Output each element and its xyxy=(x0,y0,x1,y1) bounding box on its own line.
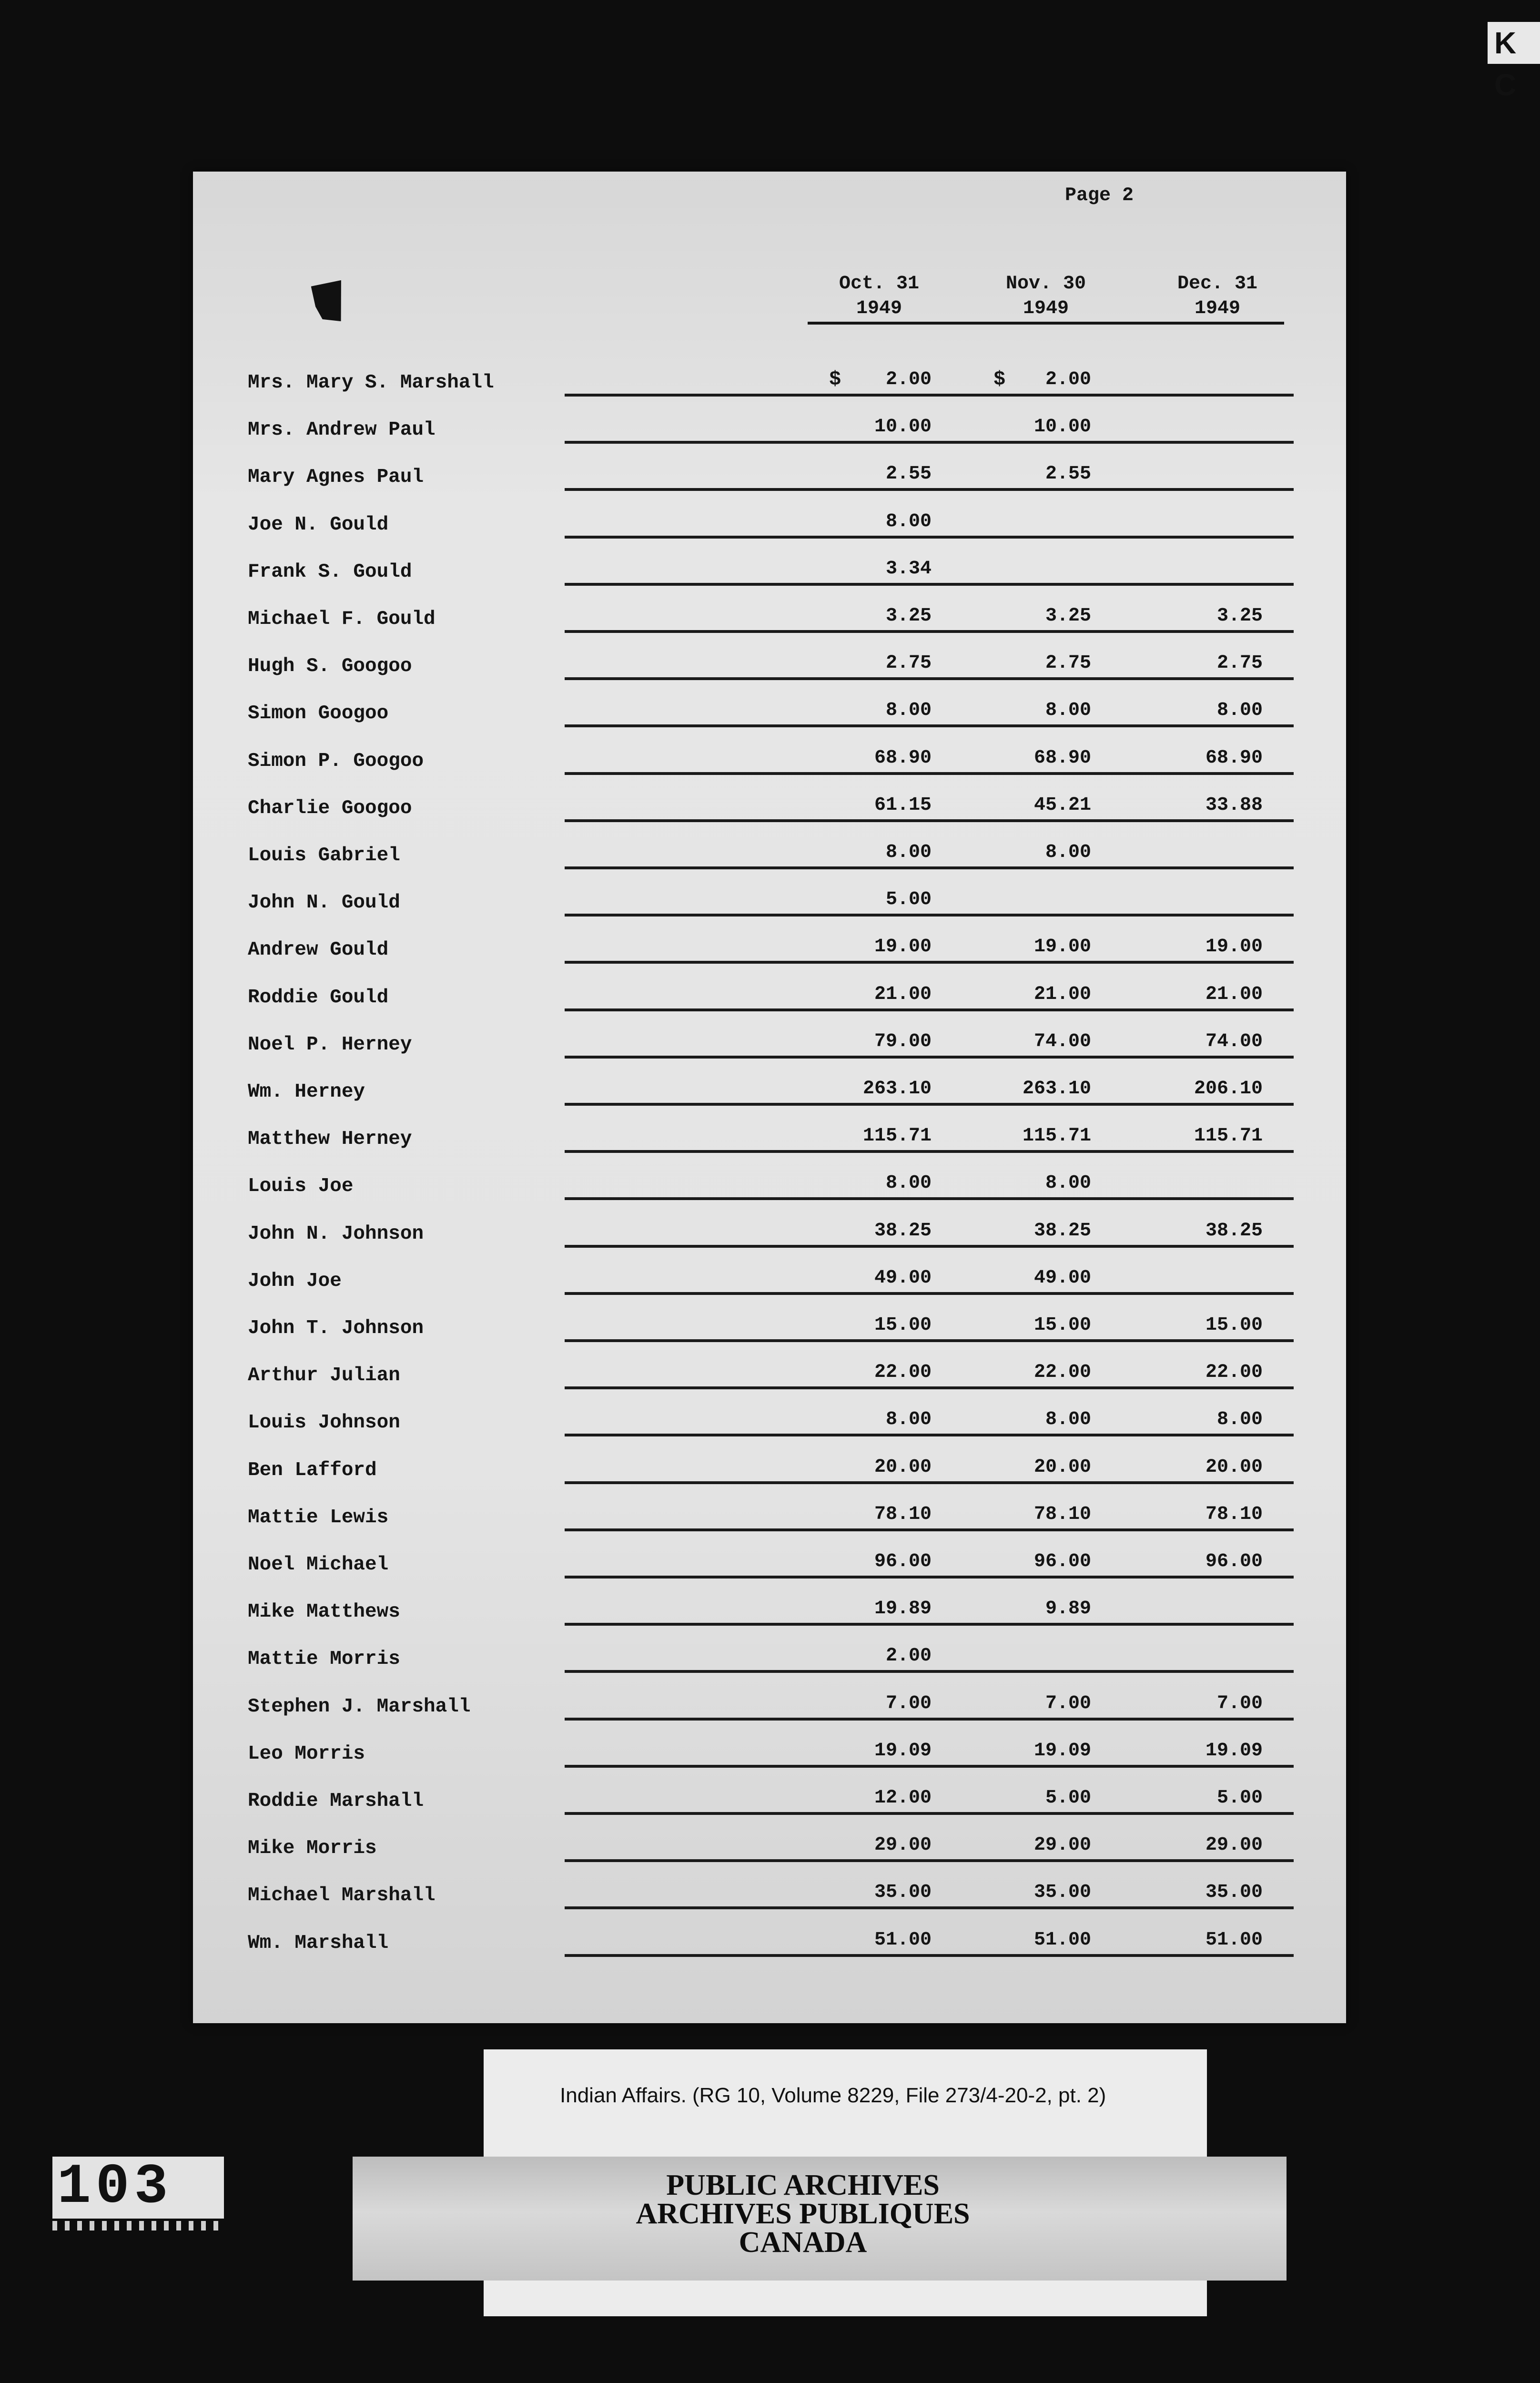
ledger-row xyxy=(193,976,1346,1023)
row-rule xyxy=(565,1103,1294,1106)
amount-oct: 8.00 xyxy=(885,510,932,532)
amount-oct: 15.00 xyxy=(874,1314,932,1336)
row-rule xyxy=(565,1197,1294,1200)
ledger-row xyxy=(193,1023,1346,1070)
amount-oct: 3.34 xyxy=(885,558,932,580)
row-rule xyxy=(565,1339,1294,1342)
ledger-row xyxy=(193,1212,1346,1260)
stamp-line: CANADA xyxy=(739,2226,867,2259)
ledger-row xyxy=(193,1638,1346,1685)
amount-oct: 2.55 xyxy=(885,463,932,485)
amount-oct: 5.00 xyxy=(885,889,932,911)
row-rule xyxy=(565,1292,1294,1295)
row-rule xyxy=(565,819,1294,822)
amount-nov: 78.10 xyxy=(1033,1503,1091,1525)
column-header-date: Oct. 31 xyxy=(839,273,920,295)
amount-oct: 20.00 xyxy=(874,1456,932,1478)
column-header-dec xyxy=(1146,272,1289,321)
row-rule xyxy=(565,1670,1294,1673)
amount-dec: 5.00 xyxy=(1216,1787,1263,1809)
amount-nov: 3.25 xyxy=(1045,605,1091,627)
row-rule xyxy=(565,488,1294,491)
payee-name: Joe N. Gould xyxy=(248,513,389,536)
row-rule xyxy=(565,441,1294,444)
payee-name: Roddie Gould xyxy=(248,986,389,1008)
amount-oct: 10.00 xyxy=(874,416,932,438)
row-rule xyxy=(565,1812,1294,1815)
payee-name: Mattie Lewis xyxy=(248,1506,389,1528)
ledger-row xyxy=(193,1732,1346,1780)
payee-name: Noel P. Herney xyxy=(248,1033,412,1056)
ledger-row xyxy=(193,1118,1346,1165)
amount-nov: 29.00 xyxy=(1033,1834,1091,1856)
row-rule xyxy=(565,1765,1294,1768)
amount-oct: 115.71 xyxy=(862,1125,932,1147)
amount-dec: 3.25 xyxy=(1216,605,1263,627)
payee-name: Louis Johnson xyxy=(248,1412,400,1434)
row-rule xyxy=(565,1906,1294,1909)
ledger-row xyxy=(193,408,1346,456)
ledger-row xyxy=(193,1165,1346,1212)
payee-name: Matthew Herney xyxy=(248,1128,412,1151)
amount-dec: 19.00 xyxy=(1205,936,1263,958)
amount-dec: 8.00 xyxy=(1216,700,1263,722)
amount-dec: 19.09 xyxy=(1205,1740,1263,1762)
ledger-row xyxy=(193,740,1346,787)
archive-caption: Indian Affairs. (RG 10, Volume 8229, File 273/4-20-2, pt. 2) xyxy=(560,2084,1106,2107)
row-rule xyxy=(565,630,1294,633)
amount-nov: 19.09 xyxy=(1033,1740,1091,1762)
payee-name: Michael F. Gould xyxy=(248,608,436,630)
column-header-year: 1949 xyxy=(856,298,902,319)
amount-nov: 19.00 xyxy=(1033,936,1091,958)
ledger-row xyxy=(193,550,1346,598)
amount-oct: 68.90 xyxy=(874,747,932,769)
ledger-row xyxy=(193,1260,1346,1307)
amount-oct: 2.00 xyxy=(885,369,932,390)
amount-nov: 2.55 xyxy=(1045,463,1091,485)
ledger-row xyxy=(193,645,1346,692)
ledger-row xyxy=(193,1543,1346,1590)
amount-dec: 78.10 xyxy=(1205,1503,1263,1525)
row-rule xyxy=(565,1056,1294,1059)
ledger-row xyxy=(193,1307,1346,1354)
amount-nov: 10.00 xyxy=(1033,416,1091,438)
payee-name: Mattie Morris xyxy=(248,1648,400,1670)
payee-name: John N. Johnson xyxy=(248,1222,424,1245)
row-rule xyxy=(565,1481,1294,1484)
amount-nov: 8.00 xyxy=(1045,700,1091,722)
amount-oct: 3.25 xyxy=(885,605,932,627)
payee-name: John N. Gould xyxy=(248,892,400,914)
amount-dec: 8.00 xyxy=(1216,1409,1263,1431)
amount-oct: 2.00 xyxy=(885,1645,932,1667)
row-rule xyxy=(565,536,1294,539)
row-rule xyxy=(565,1623,1294,1626)
amount-oct: 8.00 xyxy=(885,1409,932,1431)
payee-name: Leo Morris xyxy=(248,1742,365,1765)
amount-dec: 20.00 xyxy=(1205,1456,1263,1478)
row-rule xyxy=(565,1954,1294,1957)
ledger-row xyxy=(193,1590,1346,1638)
amount-nov: 20.00 xyxy=(1033,1456,1091,1478)
column-header-year: 1949 xyxy=(1023,298,1069,319)
column-header-date: Nov. 30 xyxy=(1005,273,1086,295)
ledger-page xyxy=(193,172,1346,2023)
amount-oct: 8.00 xyxy=(885,842,932,863)
payee-name: Stephen J. Marshall xyxy=(248,1695,471,1718)
ledger-row xyxy=(193,598,1346,645)
stamp-line: PUBLIC ARCHIVES xyxy=(666,2169,940,2201)
column-header-oct xyxy=(808,272,951,321)
ledger-row xyxy=(193,1685,1346,1732)
punch-hole-mark xyxy=(311,280,344,323)
amount-dec: 74.00 xyxy=(1205,1030,1263,1052)
ledger-row xyxy=(193,1070,1346,1118)
ledger-row xyxy=(193,1449,1346,1496)
currency-symbol: $ xyxy=(993,368,1006,391)
amount-oct: 8.00 xyxy=(885,1172,932,1194)
payee-name: John Joe xyxy=(248,1270,342,1292)
amount-dec: 21.00 xyxy=(1205,983,1263,1005)
payee-name: Mike Matthews xyxy=(248,1601,400,1623)
amount-nov: 21.00 xyxy=(1033,983,1091,1005)
amount-oct: 29.00 xyxy=(874,1834,932,1856)
amount-oct: 79.00 xyxy=(874,1030,932,1052)
payee-name: Hugh S. Googoo xyxy=(248,655,412,678)
row-rule xyxy=(565,1576,1294,1578)
column-header-nov xyxy=(974,272,1117,321)
payee-name: Louis Joe xyxy=(248,1175,354,1198)
amount-nov: 51.00 xyxy=(1033,1929,1091,1951)
payee-name: Ben Lafford xyxy=(248,1459,377,1481)
ledger-row xyxy=(193,692,1346,739)
page-label: Page 2 xyxy=(1065,185,1134,206)
amount-dec: 35.00 xyxy=(1205,1882,1263,1904)
amount-dec: 38.25 xyxy=(1205,1220,1263,1242)
amount-oct: 61.15 xyxy=(874,794,932,816)
corner-mark: K C xyxy=(1488,22,1540,64)
payee-name: Mrs. Andrew Paul xyxy=(248,419,436,441)
row-rule xyxy=(565,772,1294,775)
payee-name: Andrew Gould xyxy=(248,939,389,961)
amount-oct: 21.00 xyxy=(874,983,932,1005)
ledger-row xyxy=(193,1922,1346,1969)
ledger-row xyxy=(193,1780,1346,1827)
payee-name: Charlie Googoo xyxy=(248,797,412,819)
amount-nov: 49.00 xyxy=(1033,1267,1091,1289)
ledger-row xyxy=(193,1354,1346,1401)
row-rule xyxy=(565,1528,1294,1531)
ledger-row xyxy=(193,1827,1346,1874)
amount-oct: 35.00 xyxy=(874,1882,932,1904)
amount-nov: 5.00 xyxy=(1045,1787,1091,1809)
amount-nov: 115.71 xyxy=(1022,1125,1091,1147)
amount-nov: 8.00 xyxy=(1045,1409,1091,1431)
amount-dec: 2.75 xyxy=(1216,652,1263,674)
amount-dec: 15.00 xyxy=(1205,1314,1263,1336)
row-rule xyxy=(565,583,1294,586)
row-rule xyxy=(565,914,1294,917)
ledger-row xyxy=(193,1874,1346,1921)
ledger-row xyxy=(193,834,1346,881)
payee-name: Wm. Marshall xyxy=(248,1932,389,1954)
amount-nov: 263.10 xyxy=(1022,1078,1091,1100)
row-rule xyxy=(565,1245,1294,1248)
amount-nov: 9.89 xyxy=(1045,1598,1091,1620)
row-rule xyxy=(565,961,1294,964)
payee-name: Arthur Julian xyxy=(248,1365,400,1387)
payee-name: Mike Morris xyxy=(248,1837,377,1860)
amount-dec: 68.90 xyxy=(1205,747,1263,769)
amount-nov: 8.00 xyxy=(1045,842,1091,863)
amount-oct: 263.10 xyxy=(862,1078,932,1100)
amount-dec: 33.88 xyxy=(1205,794,1263,816)
amount-nov: 8.00 xyxy=(1045,1172,1091,1194)
ledger-row xyxy=(193,928,1346,976)
amount-nov: 45.21 xyxy=(1033,794,1091,816)
amount-nov: 7.00 xyxy=(1045,1692,1091,1714)
amount-oct: 19.89 xyxy=(874,1598,932,1620)
amount-oct: 38.25 xyxy=(874,1220,932,1242)
amount-dec: 51.00 xyxy=(1205,1929,1263,1951)
amount-nov: 74.00 xyxy=(1033,1030,1091,1052)
ledger-row xyxy=(193,1401,1346,1448)
payee-name: Mary Agnes Paul xyxy=(248,466,424,489)
amount-nov: 22.00 xyxy=(1033,1362,1091,1384)
amount-dec: 96.00 xyxy=(1205,1551,1263,1572)
row-rule xyxy=(565,1150,1294,1153)
amount-dec: 22.00 xyxy=(1205,1362,1263,1384)
payee-name: Frank S. Gould xyxy=(248,560,412,583)
row-rule xyxy=(565,677,1294,680)
payee-name: Mrs. Mary S. Marshall xyxy=(248,372,494,394)
header-rule xyxy=(808,322,1284,325)
amount-oct: 12.00 xyxy=(874,1787,932,1809)
stamp-line: ARCHIVES PUBLIQUES xyxy=(636,2198,970,2230)
amount-oct: 19.09 xyxy=(874,1740,932,1762)
ledger-row xyxy=(193,361,1346,408)
amount-nov: 2.00 xyxy=(1045,369,1091,390)
amount-oct: 2.75 xyxy=(885,652,932,674)
payee-name: Simon P. Googoo xyxy=(248,750,424,772)
amount-nov: 96.00 xyxy=(1033,1551,1091,1572)
row-rule xyxy=(565,394,1294,397)
amount-nov: 35.00 xyxy=(1033,1882,1091,1904)
payee-name: Roddie Marshall xyxy=(248,1790,424,1812)
payee-name: Louis Gabriel xyxy=(248,845,400,866)
archives-stamp xyxy=(584,2171,1022,2257)
payee-name: John T. Johnson xyxy=(248,1317,424,1339)
amount-oct: 7.00 xyxy=(885,1692,932,1714)
ledger-row xyxy=(193,1496,1346,1543)
row-rule xyxy=(565,724,1294,727)
ledger-row xyxy=(193,503,1346,550)
amount-nov: 38.25 xyxy=(1033,1220,1091,1242)
amount-dec: 29.00 xyxy=(1205,1834,1263,1856)
currency-symbol: $ xyxy=(829,368,841,391)
row-rule xyxy=(565,1859,1294,1862)
amount-nov: 15.00 xyxy=(1033,1314,1091,1336)
amount-oct: 51.00 xyxy=(874,1929,932,1951)
amount-oct: 19.00 xyxy=(874,936,932,958)
amount-nov: 2.75 xyxy=(1045,652,1091,674)
payee-name: Simon Googoo xyxy=(248,703,389,725)
row-rule xyxy=(565,1386,1294,1389)
amount-oct: 49.00 xyxy=(874,1267,932,1289)
amount-oct: 96.00 xyxy=(874,1551,932,1572)
amount-dec: 115.71 xyxy=(1194,1125,1263,1147)
payee-name: Wm. Herney xyxy=(248,1081,365,1103)
ledger-row xyxy=(193,456,1346,503)
column-header-date: Dec. 31 xyxy=(1177,273,1258,295)
frame-number: 103 xyxy=(52,2157,224,2219)
amount-oct: 22.00 xyxy=(874,1362,932,1384)
film-sprocket-marks xyxy=(52,2221,219,2230)
row-rule xyxy=(565,1434,1294,1436)
amount-oct: 78.10 xyxy=(874,1503,932,1525)
ledger-row xyxy=(193,787,1346,834)
payee-name: Michael Marshall xyxy=(248,1884,436,1907)
row-rule xyxy=(565,866,1294,869)
amount-nov: 68.90 xyxy=(1033,747,1091,769)
row-rule xyxy=(565,1008,1294,1011)
amount-dec: 206.10 xyxy=(1194,1078,1263,1100)
column-header-year: 1949 xyxy=(1194,298,1240,319)
payee-name: Noel Michael xyxy=(248,1554,389,1576)
amount-oct: 8.00 xyxy=(885,700,932,722)
row-rule xyxy=(565,1718,1294,1721)
ledger-row xyxy=(193,881,1346,928)
amount-dec: 7.00 xyxy=(1216,1692,1263,1714)
